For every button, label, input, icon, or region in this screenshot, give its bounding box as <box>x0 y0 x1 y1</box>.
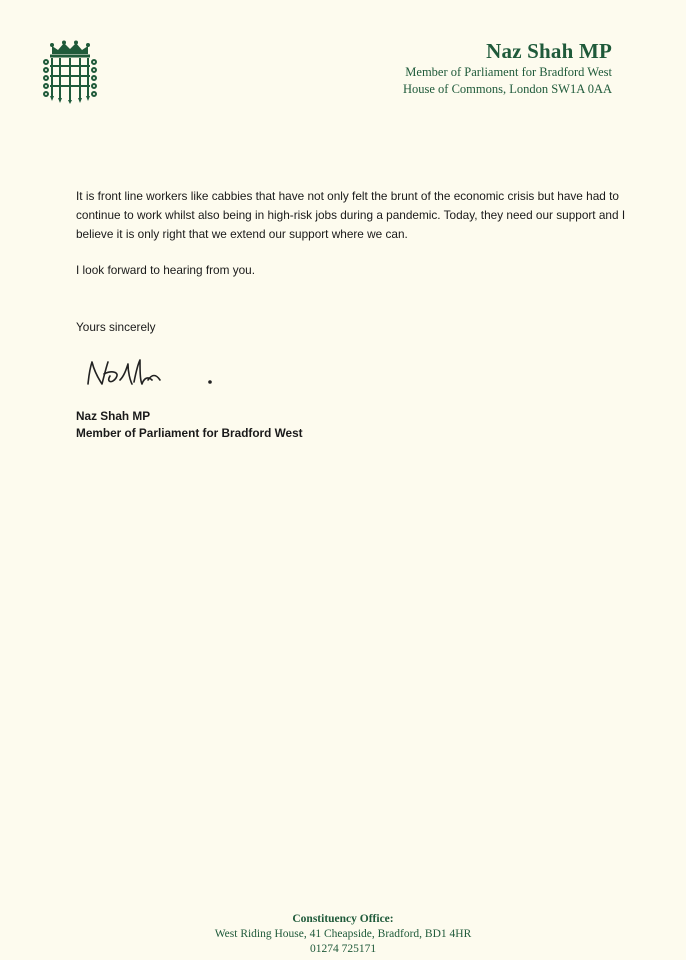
footer <box>0 912 686 957</box>
footer-address: West Riding House, 41 Cheapside, Bradford, BD1 4HR <box>214 928 472 940</box>
mp-name: Naz Shah MP <box>486 39 612 63</box>
body-paragraph: It is front line workers like cabbies that have not only felt the brunt of the economic crisis but have had to continue to work whilst also being in high-risk jobs during a pandemic. Today, they need our support and I believe it is only right that we extend our support where we can. <box>76 189 626 241</box>
office-address: House of Commons, London SW1A 0AA <box>402 82 612 96</box>
footer-phone: 01274 725171 <box>309 943 377 955</box>
portcullis-icon <box>42 40 98 104</box>
signature-block <box>76 408 303 442</box>
signer-name: Naz Shah MP <box>76 409 151 423</box>
letter-body <box>76 187 636 297</box>
letterhead <box>403 38 612 98</box>
body-paragraph: I look forward to hearing from you. <box>76 263 256 277</box>
signature-image <box>82 350 222 395</box>
footer-title: Constituency Office: <box>292 913 394 925</box>
mp-title: Member of Parliament for Bradford West <box>405 65 612 79</box>
closing: Yours sincerely <box>76 320 156 334</box>
signer-role: Member of Parliament for Bradford West <box>76 426 303 440</box>
